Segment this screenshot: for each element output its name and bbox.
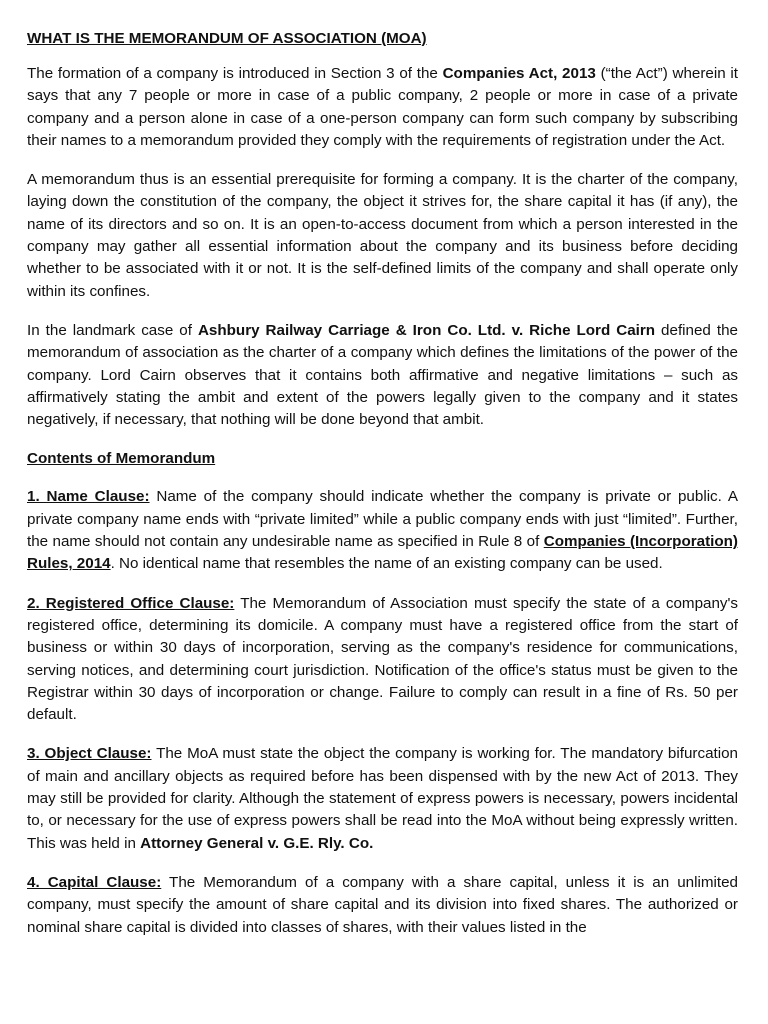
rules-link[interactable]: Companies (Incorporation) Rules, 2014 <box>27 533 738 573</box>
text-run: In the landmark case of <box>27 321 198 339</box>
text-run: defined the memorandum of association as the charter of a company which defines the limitations of the power of the company. Lord Cairn observes that it contains both affirmative and negative limitations – such as affirmatively stating the ambit and extent of the powers legally given to the company and it states negatively, if necessary, that nothing will be done beyond that ambit. <box>27 321 738 429</box>
text-run: The Memorandum of a company with a share capital, unless it is an unlimited company, must specify the amount of share capital and its division into fixed shares. The authorized or nominal share capital is divided into classes of shares, with their values listed in the <box>27 873 738 936</box>
name-clause-label: 1. Name Clause: <box>27 488 150 506</box>
intro-paragraph-2: A memorandum thus is an essential prerequisite for forming a company. It is the charter of the company, laying down the constitution of the company, the object it strives for, the share capital it has (if any), the name of its directors and so on. It is an open-to-access document from which a person interested in the company may gather all essential information about the company and its business before deciding whether to be associated with it or not. It is the self-defined limits of the company and shall operate only within its confines. <box>27 171 738 300</box>
case-reference: Ashbury Railway Carriage & Iron Co. Ltd. v. Riche Lord Cairn <box>197 321 656 339</box>
text-run: The MoA must state the object the company is working for. The mandatory bifurcation of main and ancillary objects as required before has been dispensed with by the new Act of 2013. They may still be provided for clarity. Although the statement of express powers is necessary, powers incidental to, or necessary for the use of express powers shall be read into the MoA without being expressly written. This was held in <box>27 745 739 852</box>
intro-paragraph-3 <box>27 320 738 431</box>
text-run: The Memorandum of Association must specify the state of a company's registered office, determining its domicile. A company must have a registered office from the start of business or within 30 days of incorporation, serving as the company's residence for communications, serving notices, and determining court jurisdiction. Notification of the office's status must be given to the Registrar within 30 days of incorporation or change. Failure to comply can result in a fine of Rs. 50 per default. <box>27 594 738 724</box>
text-run: (“the Act”) wherein it says that any 7 people or more in case of a public company, 2 people or more in case of a private company and a person alone in case of a one-person company can form such company by subscribing their names to a memorandum provided they comply with the requirements of registration under the Act. <box>27 65 738 149</box>
name-clause <box>27 486 738 575</box>
intro-paragraph-1 <box>27 63 738 152</box>
contents-heading: Contents of Memorandum <box>27 450 216 468</box>
object-clause <box>27 743 738 854</box>
object-clause-label: 3. Object Clause: <box>27 745 152 763</box>
capital-clause-label: 4. Capital Clause: <box>27 873 162 891</box>
capital-clause <box>27 872 738 939</box>
act-reference: Companies Act, 2013 <box>442 65 596 82</box>
object-case-reference: Attorney General v. G.E. Rly. Co. <box>140 834 374 852</box>
text-run: Name of the company should indicate whether the company is private or public. A private company name ends with “private limited” while a public company ends with just “limited”. Further, the name should not contain any undesirable name as specified in Rule 8 of <box>27 488 738 551</box>
document-title: WHAT IS THE MEMORANDUM OF ASSOCIATION (MOA) <box>27 30 427 47</box>
text-run: The formation of a company is introduced in Section 3 of the <box>27 65 443 82</box>
text-run: . No identical name that resembles the name of an existing company can be used. <box>110 555 663 573</box>
registered-office-clause <box>27 593 738 727</box>
office-clause-label: 2. Registered Office Clause: <box>27 594 235 612</box>
